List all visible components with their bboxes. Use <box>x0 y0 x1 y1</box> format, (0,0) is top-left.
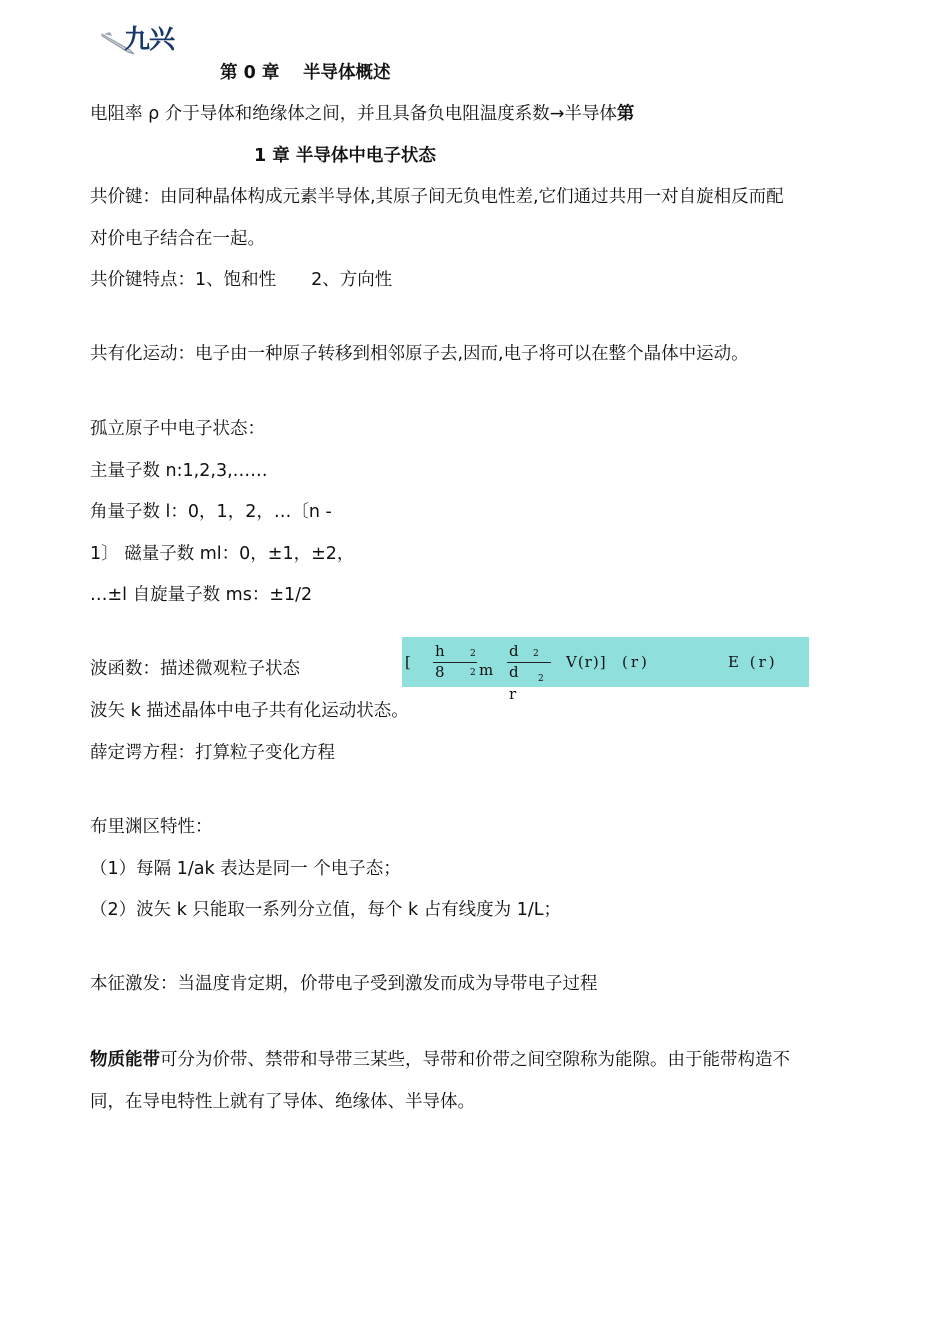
energy-band-bold: 物质能带 <box>90 1050 160 1070</box>
spin-quantum-number: …±l 自旋量子数 ms：±1/2 <box>90 585 313 605</box>
resistivity-bold-tail: 第 <box>616 104 635 124</box>
chapter-1-heading: 1 章 半导体中电子状态 <box>254 146 436 166</box>
magnetic-quantum-number: 1〕 磁量子数 ml：0，±1，±2， <box>90 544 355 564</box>
formula-energy: E (r) <box>728 653 778 671</box>
principal-quantum-number: 主量子数 n:1,2,3,…… <box>90 461 268 481</box>
wave-vector: 波矢 k 描述晶体中电子共有化运动状态。 <box>90 701 409 721</box>
formula-h: h <box>435 642 445 660</box>
intrinsic-excitation: 本征激发：当温度肯定期，价带电子受到激发而成为导带电子过程 <box>90 974 598 994</box>
resistivity-paragraph <box>90 103 634 125</box>
sharing-motion: 共有化运动：电子由一种原子转移到相邻原子去,因而,电子将可以在整个晶体中运动。 <box>90 344 749 364</box>
brillouin-item-2: （2）波矢 k 只能取一系列分立值，每个 k 占有线度为 1/L； <box>90 900 561 920</box>
covalent-bond-line-1: 共价键：由同种晶体构成元素半导体,其原子间无负电性差,它们通过共用一对自旋相反而配 <box>90 187 784 207</box>
formula-m: m <box>479 661 494 679</box>
schrodinger-equation: 薛定谔方程：打算粒子变化方程 <box>90 743 335 763</box>
covalent-bond-features: 共价键特点：1、饱和性 2、方向性 <box>90 270 393 290</box>
angular-quantum-number: 角量子数 l：0，1，2，…〔n - <box>90 502 332 522</box>
energy-band-line-2: 同，在导电特性上就有了导体、绝缘体、半导体。 <box>90 1092 475 1112</box>
logo-text: 九兴 <box>124 25 175 55</box>
formula-sup-2c: 2 <box>533 649 539 659</box>
formula-d-top: d <box>509 642 519 660</box>
wave-function: 波函数：描述微观粒子状态 <box>90 659 300 679</box>
formula-sup-2d: 2 <box>538 674 544 684</box>
formula-potential: V(r)] <box>566 653 607 671</box>
energy-band-text: 可分为价带、禁带和导带三某些，导带和价带之间空隙称为能隙。由于能带构造不 <box>160 1050 790 1070</box>
isolated-atom-title: 孤立原子中电子状态： <box>90 419 265 439</box>
logo <box>100 22 180 62</box>
formula-psi-r: (r) <box>622 653 650 671</box>
formula-sup-2b: 2 <box>470 668 476 678</box>
brillouin-item-1: （1）每隔 1/ak 表达是同一 个电子态； <box>90 859 401 879</box>
energy-band-line-1 <box>90 1049 790 1071</box>
schrodinger-formula <box>402 637 809 703</box>
formula-sup-2a: 2 <box>470 649 476 659</box>
chapter-0-heading: 第 0 章 半导体概述 <box>220 63 391 83</box>
brillouin-title: 布里渊区特性： <box>90 817 213 837</box>
covalent-bond-line-2: 对价电子结合在一起。 <box>90 229 265 249</box>
resistivity-text: 电阻率 ρ 介于导体和绝缘体之间，并且具备负电阻温度系数→半导体 <box>90 104 617 124</box>
formula-r: r <box>509 685 517 703</box>
formula-open-bracket: [ <box>405 653 411 671</box>
formula-d-bottom: d <box>509 663 519 681</box>
formula-eight: 8 <box>435 663 445 681</box>
